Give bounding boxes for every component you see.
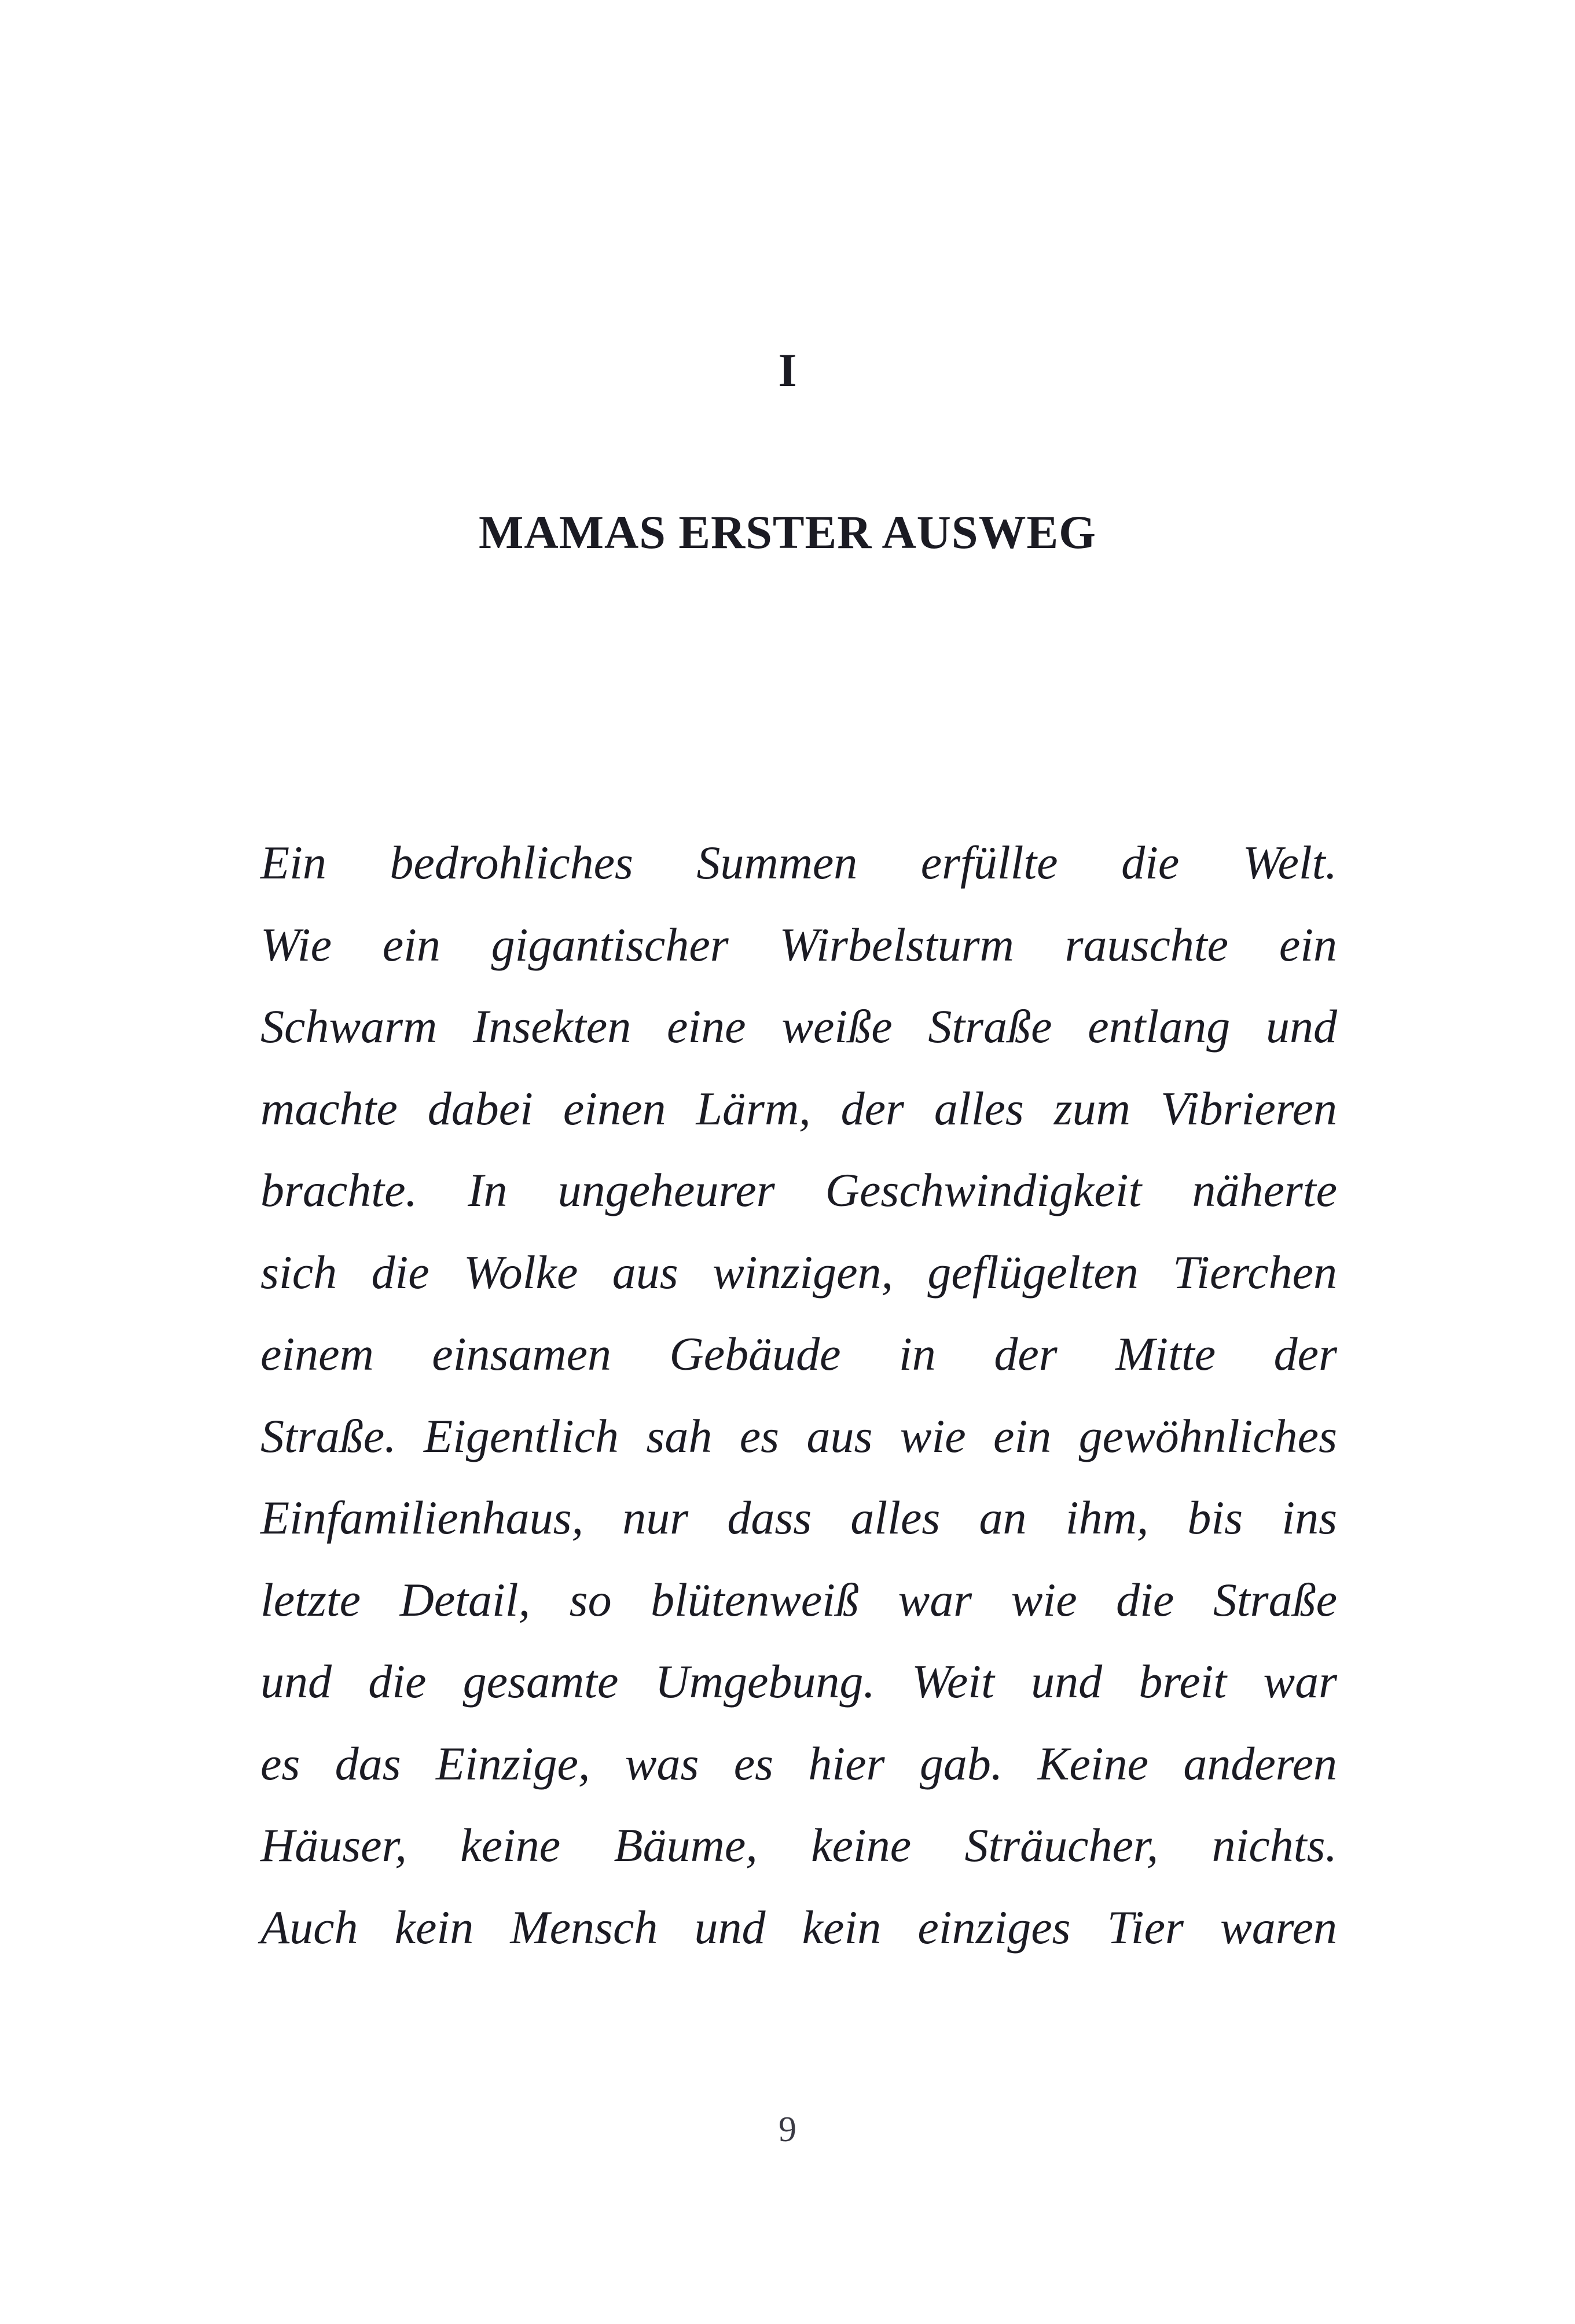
text-line: machte dabei einen Lärm, der alles zum Vibrieren [260, 1082, 1337, 1135]
text-line: letzte Detail, so blütenweiß war wie die Straße [260, 1573, 1337, 1626]
text-line: Schwarm Insekten eine weiße Straße entlang und [260, 1000, 1337, 1053]
text-line: und die gesamte Umgebung. Weit und breit war [260, 1655, 1337, 1708]
text-line: Wie ein gigantischer Wirbelsturm rauschte ein [260, 918, 1337, 971]
chapter-body-text [260, 822, 1337, 1968]
text-line: brachte. In ungeheurer Geschwindigkeit näherte [260, 1164, 1337, 1216]
text-line: Ein bedrohliches Summen erfüllte die Welt. [260, 836, 1337, 889]
text-line: einem einsamen Gebäude in der Mitte der [260, 1328, 1337, 1380]
chapter-title: MAMAS ERSTER AUSWEG [479, 506, 1096, 558]
text-line: Straße. Eigentlich sah es aus wie ein gewöhnliches [260, 1409, 1337, 1462]
text-line: Einfamilienhaus, nur dass alles an ihm, bis ins [260, 1491, 1337, 1544]
chapter-number: I [778, 344, 797, 396]
text-line: Auch kein Mensch und kein einziges Tier waren [260, 1900, 1337, 1954]
page-number: 9 [779, 2110, 796, 2149]
text-line: es das Einzige, was es hier gab. Keine anderen [260, 1737, 1337, 1790]
text-line: Häuser, keine Bäume, keine Sträucher, nichts. [260, 1819, 1337, 1871]
text-line: sich die Wolke aus winzigen, geflügelten Tierchen [260, 1245, 1337, 1299]
